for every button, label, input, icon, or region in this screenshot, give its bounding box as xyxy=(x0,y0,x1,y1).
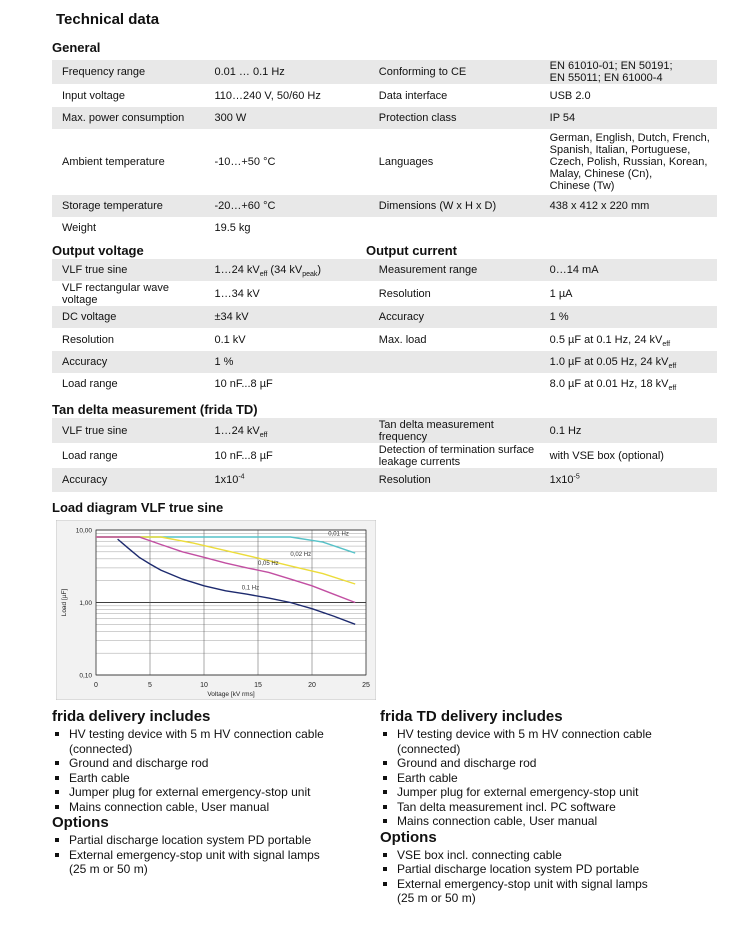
frida-delivery-item: Ground and discharge rod xyxy=(52,756,372,771)
output-cell xyxy=(369,373,540,395)
general-cell: Storage temperature xyxy=(52,195,204,217)
tan-row xyxy=(52,443,717,468)
tan-cell: 10 nF...8 µF xyxy=(204,443,368,468)
frida-delivery-item: Mains connection cable, User manual xyxy=(52,800,372,815)
tan-delta-table xyxy=(52,418,717,492)
frida-td-delivery xyxy=(380,708,710,906)
general-cell: 110…240 V, 50/60 Hz xyxy=(204,84,368,107)
output-cell: DC voltage xyxy=(52,306,204,328)
tan-cell: 1…24 $kV_{eff}$ xyxy=(204,418,368,443)
tan-cell: $1x10^{-4}$ xyxy=(204,468,368,492)
output-row xyxy=(52,373,717,395)
y-tick-label: 10,00 xyxy=(75,527,92,535)
output-cell: 1…34 kV xyxy=(204,281,368,306)
general-row xyxy=(52,195,717,217)
y-tick-label: 0,10 xyxy=(79,672,92,680)
page-title: Technical data xyxy=(56,11,160,28)
general-cell: -20…+60 °C xyxy=(204,195,368,217)
frida-delivery-heading: frida delivery includes xyxy=(52,708,211,725)
frida-td-delivery-item: Mains connection cable, User manual xyxy=(380,814,710,829)
output-cell: Load range xyxy=(52,373,204,395)
tan-row xyxy=(52,468,717,492)
tan-cell: $1x10^{-5}$ xyxy=(540,468,717,492)
frida-delivery-item: HV testing device with 5 m HV connection cable (connected) xyxy=(52,727,372,756)
output-cell: Accuracy xyxy=(52,351,204,373)
general-row xyxy=(52,217,717,239)
general-row xyxy=(52,129,717,195)
output-cell: 1 µA xyxy=(540,281,717,306)
general-cell: -10…+50 °C xyxy=(204,129,368,195)
frida-td-option-item: External emergency-stop unit with signal lamps (25 m or 50 m) xyxy=(380,877,710,906)
tan-cell: with VSE box (optional) xyxy=(540,443,717,468)
frida-td-delivery-item: Jumper plug for external emergency-stop unit xyxy=(380,785,710,800)
general-cell: IP 54 xyxy=(540,107,717,129)
x-tick-label: 20 xyxy=(308,682,316,689)
x-tick-label: 15 xyxy=(254,682,262,689)
tan-cell: Accuracy xyxy=(52,468,204,492)
general-cell: Conforming to CE xyxy=(369,60,540,84)
general-cell: Frequency range xyxy=(52,60,204,84)
general-cell: Dimensions (W x H x D) xyxy=(369,195,540,217)
series-label: 0,01 Hz xyxy=(328,531,349,538)
x-tick-label: 10 xyxy=(200,682,208,689)
output-cell: Max. load xyxy=(369,328,540,351)
x-tick-label: 25 xyxy=(362,682,370,689)
x-axis-label: Voltage [kV rms] xyxy=(207,691,255,698)
tan-cell: 0.1 Hz xyxy=(540,418,717,443)
output-cell xyxy=(369,351,540,373)
frida-options-heading: Options xyxy=(52,814,109,831)
frida-option-item: Partial discharge location system PD portable xyxy=(52,833,372,848)
tan-cell: Tan delta measurement frequency xyxy=(369,418,540,443)
general-cell: German, English, Dutch, French, Spanish, Italian, Portuguese, Czech, Polish, Russian, Korean, Malay, Chinese (Cn), Chinese (Tw) xyxy=(540,129,717,195)
frida-td-delivery-item: HV testing device with 5 m HV connection cable (connected) xyxy=(380,727,710,756)
general-row xyxy=(52,84,717,107)
output-cell: Resolution xyxy=(369,281,540,306)
output-voltage-heading: Output voltage xyxy=(52,243,144,258)
y-tick-label: 1,00 xyxy=(79,600,92,607)
frida-td-delivery-item: Tan delta measurement incl. PC software xyxy=(380,800,710,815)
frida-td-delivery-item: Earth cable xyxy=(380,771,710,786)
general-cell: 0.01 … 0.1 Hz xyxy=(204,60,368,84)
frida-td-option-item: Partial discharge location system PD portable xyxy=(380,862,710,877)
general-cell: USB 2.0 xyxy=(540,84,717,107)
output-row xyxy=(52,281,717,306)
output-cell: 8.0 µF at 0.01 Hz, 18 $kV_{eff}$ xyxy=(540,373,717,395)
frida-delivery-item: Earth cable xyxy=(52,771,372,786)
general-cell: Input voltage xyxy=(52,84,204,107)
tan-row xyxy=(52,418,717,443)
series-label: 0,02 Hz xyxy=(290,551,312,558)
y-axis-label: Load [µF] xyxy=(61,588,68,617)
x-tick-label: 0 xyxy=(94,682,98,689)
output-cell: 1 % xyxy=(540,306,717,328)
output-cell: 0…14 mA xyxy=(540,259,717,281)
tan-cell: Resolution xyxy=(369,468,540,492)
chart-heading: Load diagram VLF true sine xyxy=(52,500,224,515)
output-cell: 0.5 µF at 0.1 Hz, 24 $kV_{eff}$ xyxy=(540,328,717,351)
output-cell: 1 % xyxy=(204,351,368,373)
output-cell: Measurement range xyxy=(369,259,540,281)
frida-td-option-item: VSE box incl. connecting cable xyxy=(380,848,710,863)
output-cell: 10 nF...8 µF xyxy=(204,373,368,395)
general-cell xyxy=(369,217,540,239)
general-cell: Ambient temperature xyxy=(52,129,204,195)
series-label: 0,1 Hz xyxy=(241,585,260,592)
series-label: 0,05 Hz xyxy=(258,560,279,567)
frida-option-item: External emergency-stop unit with signal lamps (25 m or 50 m) xyxy=(52,848,372,877)
general-cell: 438 x 412 x 220 mm xyxy=(540,195,717,217)
general-cell: Data interface xyxy=(369,84,540,107)
output-current-heading: Output current xyxy=(366,243,457,258)
output-cell: Resolution xyxy=(52,328,204,351)
general-table xyxy=(52,60,717,239)
output-cell: VLF true sine xyxy=(52,259,204,281)
general-cell: 300 W xyxy=(204,107,368,129)
output-cell: Accuracy xyxy=(369,306,540,328)
general-cell xyxy=(540,217,717,239)
output-cell: 0.1 kV xyxy=(204,328,368,351)
output-row xyxy=(52,259,717,281)
general-cell: Weight xyxy=(52,217,204,239)
output-row xyxy=(52,306,717,328)
general-heading: General xyxy=(52,40,101,55)
frida-delivery xyxy=(52,708,372,877)
output-row xyxy=(52,328,717,351)
output-cell: VLF rectangular wave voltage xyxy=(52,281,204,306)
general-row xyxy=(52,107,717,129)
frida-td-delivery-heading: frida TD delivery includes xyxy=(380,708,563,725)
frida-delivery-item: Jumper plug for external emergency-stop unit xyxy=(52,785,372,800)
output-cell: 1.0 µF at 0.05 Hz, 24 $kV_{eff}$ xyxy=(540,351,717,373)
general-cell: 19.5 kg xyxy=(204,217,368,239)
x-tick-label: 5 xyxy=(148,682,152,689)
general-cell: Max. power consumption xyxy=(52,107,204,129)
frida-td-delivery-item: Ground and discharge rod xyxy=(380,756,710,771)
tan-cell: Load range xyxy=(52,443,204,468)
output-table xyxy=(52,259,717,395)
output-cell: ±34 kV xyxy=(204,306,368,328)
general-cell: Protection class xyxy=(369,107,540,129)
general-cell: Languages xyxy=(369,129,540,195)
general-cell: EN 61010-01; EN 50191; EN 55011; EN 61000-4 xyxy=(540,60,717,84)
general-row xyxy=(52,60,717,84)
output-cell: 1…24 $kV_{eff}$ (34 $kV_{peak}$) xyxy=(204,259,368,281)
tan-cell: Detection of termination surface leakage currents xyxy=(369,443,540,468)
frida-td-options-heading: Options xyxy=(380,828,437,846)
tan-delta-heading: Tan delta measurement (frida TD) xyxy=(52,402,258,417)
output-row xyxy=(52,351,717,373)
load-diagram-chart xyxy=(56,520,376,700)
tan-cell: VLF true sine xyxy=(52,418,204,443)
